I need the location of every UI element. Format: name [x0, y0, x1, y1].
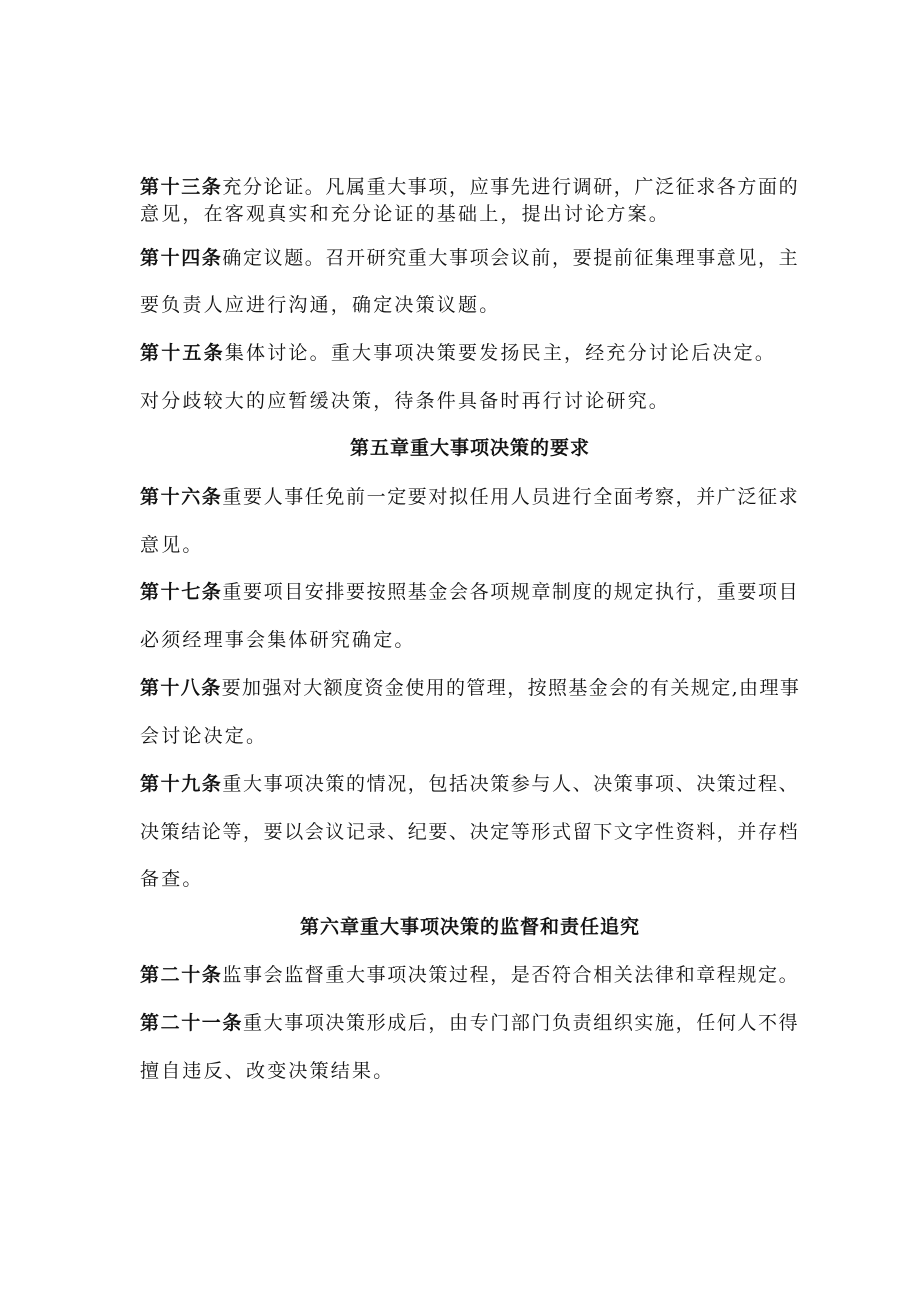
- article-13-label: 第十三条: [140, 176, 223, 198]
- article-18-text-1: 要加强对大额度资金使用的管理，按照基金会的有关规定,由理事: [221, 677, 801, 699]
- article-17-label: 第十七条: [140, 581, 223, 603]
- article-19-line-1: [140, 771, 800, 797]
- article-17-line-1: [140, 579, 800, 605]
- article-16-text-1: 重要人事任免前一定要对拟任用人员进行全面考察，并广泛征求: [222, 486, 800, 508]
- article-20-label: 第二十条: [140, 964, 223, 986]
- article-21-label: 第二十一条: [140, 1012, 244, 1034]
- article-16-line-1: [140, 484, 800, 510]
- article-17-text-1: 重要项目安排要按照基金会各项规章制度的规定执行，重要项目: [222, 581, 800, 603]
- article-13-line-2: 意见，在客观真实和充分论证的基础上，提出讨论方案。: [140, 203, 671, 225]
- article-14-label: 第十四条: [140, 247, 223, 269]
- article-21-line-2: 擅自违反、改变决策结果。: [140, 1060, 395, 1082]
- chapter-6-heading: 第六章重大事项决策的监督和责任追究: [299, 916, 640, 938]
- article-21-text-1: 重大事项决策形成后，由专门部门负责组织实施，任何人不得: [243, 1012, 800, 1034]
- article-13-line-1: [140, 174, 800, 200]
- article-14-text-1: 确定议题。召开研究重大事项会议前，要提前征集理事意见，主: [222, 247, 800, 269]
- article-16-label: 第十六条: [140, 486, 223, 508]
- article-14-line-1: [140, 245, 800, 271]
- article-16-line-2: 意见。: [140, 534, 204, 556]
- article-19-label: 第十九条: [140, 773, 223, 795]
- article-15-line-2: 对分歧较大的应暂缓决策，待条件具备时再行讨论研究。: [140, 390, 671, 412]
- article-15-line-1: [140, 340, 800, 366]
- article-18-line-1: [140, 675, 800, 701]
- article-13-text-1: 充分论证。凡属重大事项，应事先进行调研，广泛征求各方面的: [222, 176, 800, 198]
- article-19-line-3: 备查。: [140, 868, 204, 890]
- article-18-line-2: 会讨论决定。: [140, 725, 268, 747]
- article-20-text-1: 监事会监督重大事项决策过程，是否符合相关法律和章程规定。: [222, 964, 800, 986]
- article-20-line-1: [140, 962, 800, 988]
- article-18-label: 第十八条: [140, 677, 222, 699]
- article-19-line-2: 决策结论等，要以会议记录、纪要、决定等形式留下文字性资料，并存档: [140, 821, 800, 843]
- article-14-line-2: 要负责人应进行沟通，确定决策议题。: [140, 294, 501, 316]
- article-17-line-2: 必须经理事会集体研究确定。: [140, 629, 416, 651]
- article-19-text-1: 重大事项决策的情况，包括决策参与人、决策事项、决策过程、: [222, 773, 800, 795]
- article-21-line-1: [140, 1010, 800, 1036]
- article-15-label: 第十五条: [140, 342, 225, 364]
- chapter-5-heading: 第五章重大事项决策的要求: [349, 437, 590, 459]
- article-15-text-1: 集体讨论。重大事项决策要发扬民主，经充分讨论后决定。: [224, 342, 777, 364]
